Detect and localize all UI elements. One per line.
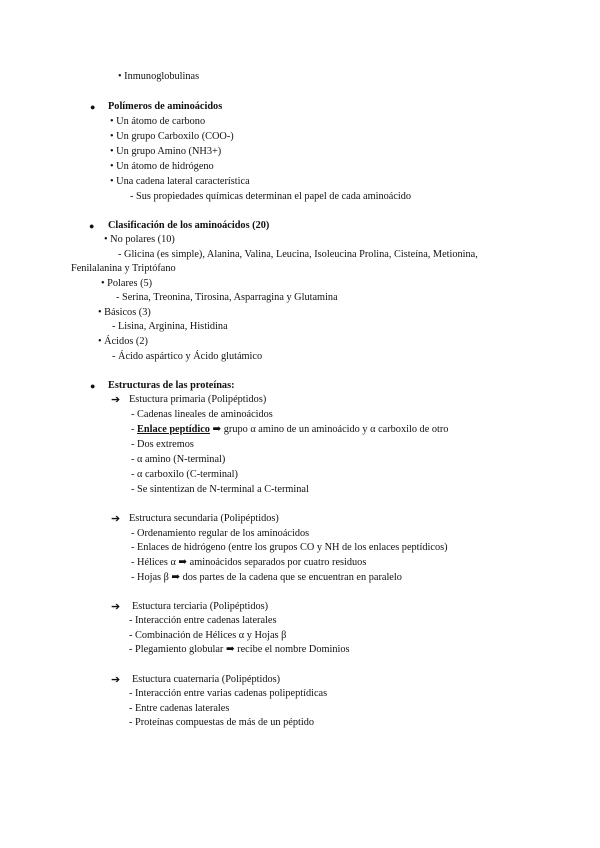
list-subitem: - Proteínas compuestas de más de un péptido: [129, 717, 315, 728]
bullet-icon: ●: [89, 221, 95, 231]
section-heading: Clasificación de los aminoácidos (20): [108, 220, 270, 231]
list-subitem: Fenilalanina y Triptófano: [71, 263, 176, 274]
list-item: • Un átomo de carbono: [110, 116, 206, 127]
list-subitem: - Ordenamiento regular de los aminoácidos: [131, 528, 310, 539]
list-item: • Polares (5): [101, 278, 153, 289]
list-subitem: - Hojas β ➡ dos partes de la cadena que se encuentran en paralelo: [131, 572, 402, 583]
list-item: • Básicos (3): [98, 307, 151, 318]
list-subitem: - Glicina (es simple), Alanina, Valina, Leucina, Isoleucina Prolina, Cisteína, Metionina,: [118, 249, 478, 260]
list-subitem: - Cadenas lineales de aminoácidos: [131, 409, 273, 420]
list-subitem: - Serina, Treonina, Tirosina, Asparragina y Glutamina: [116, 292, 338, 303]
list-item: • Ácidos (2): [98, 336, 148, 347]
list-item: • No polares (10): [104, 234, 175, 245]
list-subitem-enlace: [131, 423, 448, 437]
list-item: • Inmunoglobulinas: [118, 71, 200, 82]
list-subitem: - Se sintentizan de N-terminal a C-terminal: [131, 484, 309, 495]
list-subitem: - Ácido aspártico y Ácido glutámico: [112, 351, 263, 362]
subsection-heading: Estructura secundaria (Polipéptidos): [129, 513, 279, 524]
definition: ➡ grupo α amino de un aminoácido y α carboxilo de otro: [209, 424, 449, 435]
list-subitem: - α carboxilo (C-terminal): [131, 469, 238, 480]
list-subitem: - Combinación de Hélices α y Hojas β: [129, 630, 287, 641]
bullet-icon: ●: [90, 381, 96, 391]
arrow-icon: ➔: [111, 394, 121, 406]
list-subitem: - Lisina, Arginina, Histidina: [112, 321, 228, 332]
subsection-heading: Estuctura terciaria (Polipéptidos): [132, 601, 269, 612]
list-item: • Un átomo de hidrógeno: [110, 161, 214, 172]
arrow-icon: ➔: [111, 601, 121, 613]
subsection-heading: Estuctura cuaternaria (Polipéptidos): [132, 674, 281, 685]
bullet-icon: ●: [90, 102, 96, 112]
section-heading: Polímeros de aminoácidos: [108, 101, 223, 112]
arrow-icon: ➔: [111, 513, 121, 525]
list-subitem: - Dos extremos: [131, 439, 194, 450]
list-item: • Un grupo Carboxilo (COO-): [110, 131, 234, 142]
arrow-icon: ➔: [111, 674, 121, 686]
list-subitem: - Plegamiento globular ➡ recibe el nombre Dominios: [129, 644, 350, 655]
section-heading: Estructuras de las proteínas:: [108, 380, 235, 391]
list-item: • Una cadena lateral característica: [110, 176, 250, 187]
list-subitem: - Enlaces de hidrógeno (entre los grupos CO y NH de los enlaces peptídicos): [131, 542, 448, 553]
list-subitem: - Entre cadenas laterales: [129, 703, 230, 714]
list-subitem: - α amino (N-terminal): [131, 454, 226, 465]
dash: -: [131, 424, 138, 435]
list-subitem: - Interacción entre cadenas laterales: [129, 615, 277, 626]
list-item: • Un grupo Amino (NH3+): [110, 146, 222, 157]
subsection-heading: Estuctura primaria (Polipéptidos): [129, 394, 267, 405]
list-subitem: - Hélices α ➡ aminoácidos separados por cuatro residuos: [131, 557, 367, 568]
key-term: Enlace peptídico: [137, 424, 210, 435]
list-subitem: - Interacción entre varias cadenas polipeptídicas: [129, 688, 328, 699]
list-subitem: - Sus propiedades químicas determinan el papel de cada aminoácido: [130, 191, 412, 202]
